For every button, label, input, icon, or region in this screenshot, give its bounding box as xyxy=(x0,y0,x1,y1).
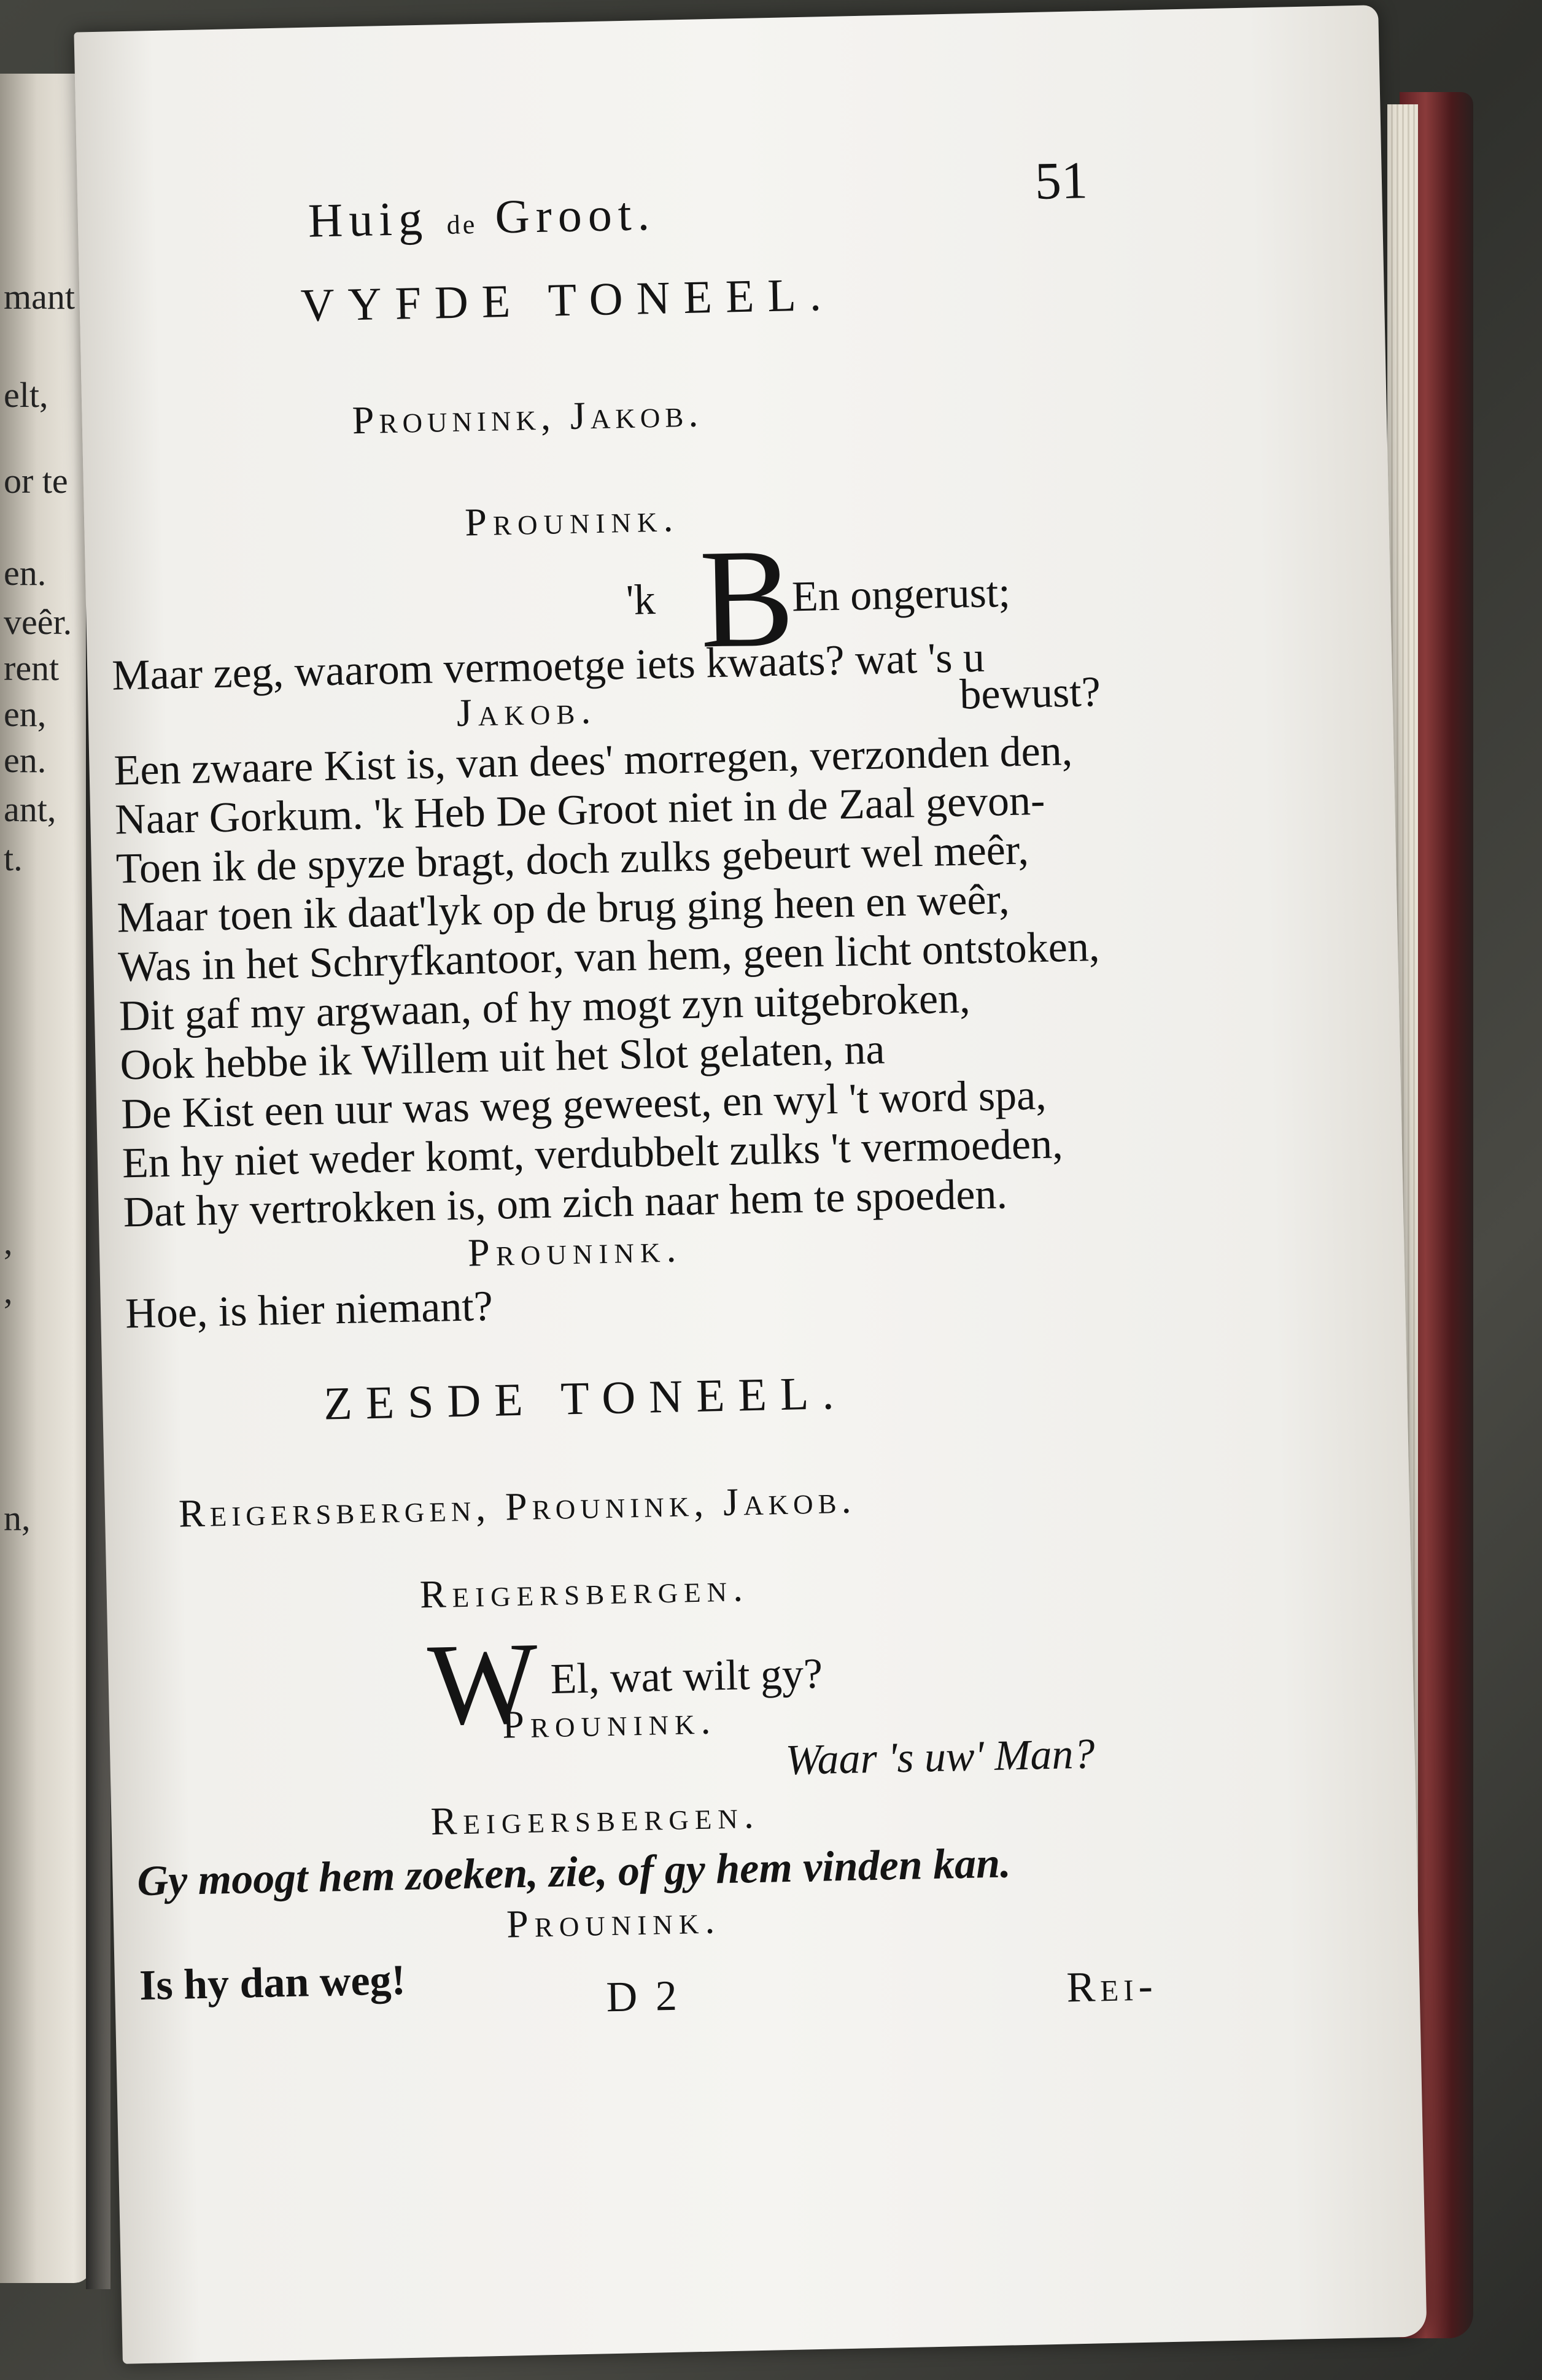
verse-line: Ook hebbe ik Willem uit het Slot gelaten, na xyxy=(119,1026,886,1089)
left-fragment: n, xyxy=(4,1498,31,1538)
running-head-surname: Groot. xyxy=(494,186,656,244)
running-head xyxy=(308,186,656,249)
verse-line: Naar Gorkum. 'k Heb De Groot niet in de Zaal gevon- xyxy=(114,776,1045,844)
cast-list: Reigersbergen, Prounink, Jakob. xyxy=(178,1477,857,1536)
verse-line: Hoe, is hier niemant? xyxy=(125,1282,494,1338)
left-fragment: rent xyxy=(4,648,60,688)
verse-line: Was in het Schryfkantoor, van hem, geen licht ontstoken, xyxy=(117,923,1101,991)
running-head-name: Huig xyxy=(308,191,429,247)
verse-line: Waar 's uw' Man? xyxy=(785,1730,1096,1785)
verse-prefix: 'k xyxy=(626,576,656,625)
verse-line: Maar zeg, waarom vermoetge iets kwaats? wat 's u xyxy=(111,633,985,700)
verse-line: Gy moogt hem zoeken, zie, of gy hem vinden kan. xyxy=(136,1839,1012,1906)
page-number: 51 xyxy=(1034,150,1088,211)
left-fragment: veêr. xyxy=(4,602,72,642)
verse-line: En hy niet weder komt, verdubbelt zulks 't vermoeden, xyxy=(122,1120,1064,1188)
catchword: Rei- xyxy=(1066,1962,1158,2012)
scene-title: VYFDE TONEEL. xyxy=(300,268,835,332)
left-fragment: en, xyxy=(4,694,47,734)
running-head-de: de xyxy=(446,209,478,241)
verse-line: El, wat wilt gy? xyxy=(550,1650,823,1703)
speaker-name: Prounink. xyxy=(467,1226,683,1275)
cast-list: Prounink, Jakob. xyxy=(352,391,703,442)
left-fragment: en. xyxy=(4,740,47,780)
speaker-name: Reigersbergen. xyxy=(419,1566,750,1617)
verse-line xyxy=(626,576,656,625)
verse-line: Is hy dan weg! xyxy=(139,1957,406,2010)
speaker-name: Reigersbergen. xyxy=(430,1792,761,1844)
signature-mark: D 2 xyxy=(605,1972,681,2022)
left-fragment: or te xyxy=(4,461,68,501)
verse-line: De Kist een uur was weg geweest, en wyl 't word spa, xyxy=(120,1071,1047,1138)
verse-line: Maar toen ik daat'lyk op de brug ging heen en weêr, xyxy=(116,876,1010,942)
left-fragment: elt, xyxy=(4,375,48,415)
left-fragment: , xyxy=(4,1222,13,1262)
speaker-name: Prounink. xyxy=(464,496,680,544)
left-fragment: mant xyxy=(4,277,75,317)
verse-line: Een zwaare Kist is, van dees' morregen, verzonden den, xyxy=(113,727,1073,795)
verse-line: bewust? xyxy=(959,668,1101,719)
scene-title: ZESDE TONEEL. xyxy=(323,1367,848,1430)
verse-line: En ongerust; xyxy=(791,568,1011,621)
book-page xyxy=(74,5,1427,2364)
left-fragment: t. xyxy=(4,838,23,878)
verse-line: Toen ik de spyze bragt, doch zulks gebeurt wel meêr, xyxy=(115,826,1029,893)
left-fragment: , xyxy=(4,1271,13,1311)
speaker-name: Prounink. xyxy=(506,1898,721,1946)
drop-cap: B xyxy=(698,519,796,678)
verse-line: Dat hy vertrokken is, om zich naar hem te spoeden. xyxy=(122,1170,1008,1237)
verse-line: Dit gaf my argwaan, of hy mogt zyn uitgebroken, xyxy=(118,975,971,1040)
left-fragment: ant, xyxy=(4,789,56,829)
speaker-name: Jakob. xyxy=(456,688,597,735)
left-page xyxy=(0,74,92,2283)
drop-cap: W xyxy=(426,1618,540,1750)
left-fragment: en. xyxy=(4,553,47,593)
speaker-name: Prounink. xyxy=(502,1698,718,1747)
